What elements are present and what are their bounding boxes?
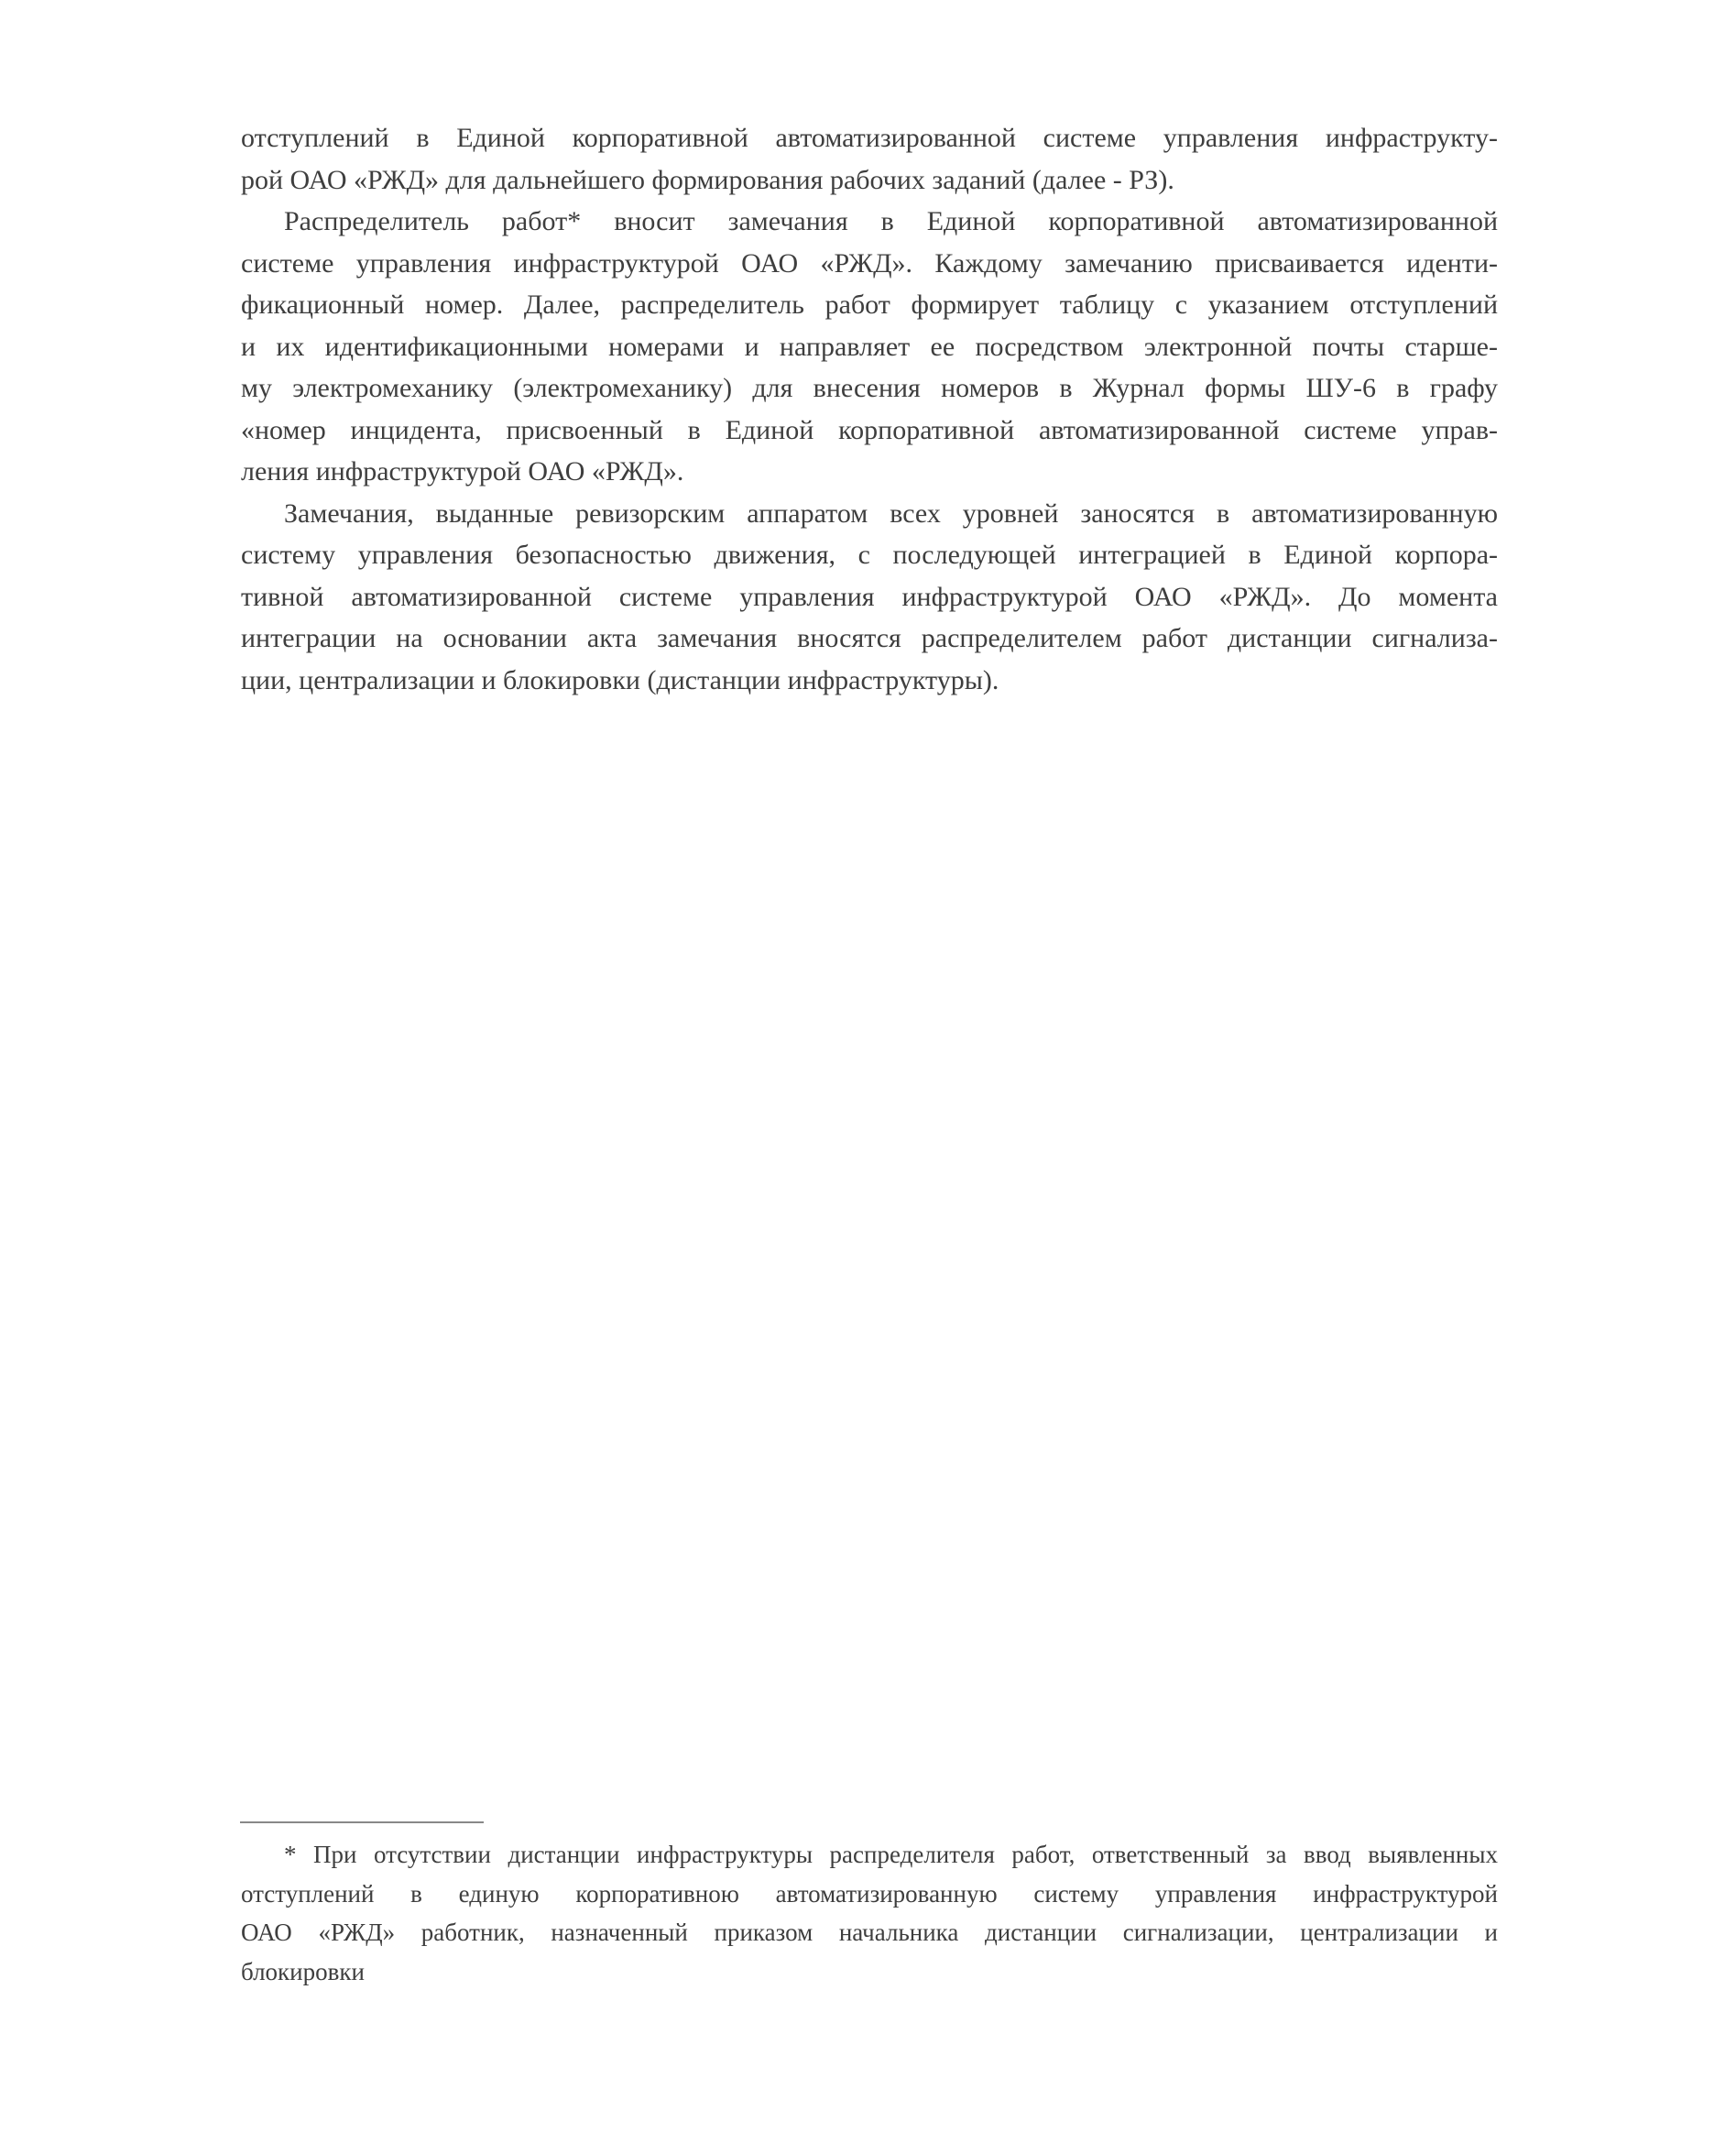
body-line-7: му электромеханику (электромеханику) для внесения номеров в Журнал формы ШУ-6 в графу (241, 373, 1498, 403)
body-line-3: Распределитель работ* вносит замечания в Единой корпоративной автоматизированной (284, 206, 1498, 236)
body-line-2: рой ОАО «РЖД» для дальнейшего формирования рабочих заданий (далее - РЗ). (241, 164, 1174, 195)
body-line-6: и их идентификационными номерами и направляет ее посредством электронной почты старше- (241, 331, 1498, 362)
footnote-block (241, 1835, 1498, 1991)
body-line-13: интеграции на основании акта замечания вносятся распределителем работ дистанции сигнализа- (241, 623, 1498, 653)
body-line-14: ции, централизации и блокировки (дистанции инфраструктуры). (241, 664, 999, 695)
body-line-5: фикационный номер. Далее, распределитель работ формирует таблицу с указанием отступлений (241, 290, 1498, 320)
body-line-10: Замечания, выданные ревизорским аппаратом всех уровней заносятся в автоматизированную (284, 497, 1498, 529)
body-text-block (241, 117, 1498, 701)
footnote-line-1: * При отсутствии дистанции инфраструктуры распределителя работ, ответственный за ввод выявленных (284, 1841, 1498, 1868)
body-line-11: систему управления безопасностью движения, с последующей интеграцией в Единой корпора- (241, 540, 1498, 570)
body-line-12: тивной автоматизированной системе управления инфраструктурой ОАО «РЖД». До момента (241, 581, 1498, 612)
footnote-line-2: отступлений в единую корпоративною автоматизированную систему управления инфраструктурой (241, 1879, 1498, 1908)
footnote-divider (240, 1821, 484, 1823)
body-line-8: «номер инцидента, присвоенный в Единой корпоративной автоматизированной системе управ- (241, 414, 1498, 445)
footnote-line-4: блокировки (241, 1957, 365, 1985)
body-line-9: ления инфраструктурой ОАО «РЖД». (241, 456, 684, 487)
body-line-1: отступлений в Единой корпоративной автоматизированной системе управления инфраструкту- (241, 123, 1498, 153)
footnote-line-3: ОАО «РЖД» работник, назначенный приказом начальника дистанции сигнализации, централизации и (241, 1919, 1498, 1946)
body-line-4: системе управления инфраструктурой ОАО «РЖД». Каждому замечанию присваивается иденти- (241, 247, 1498, 279)
